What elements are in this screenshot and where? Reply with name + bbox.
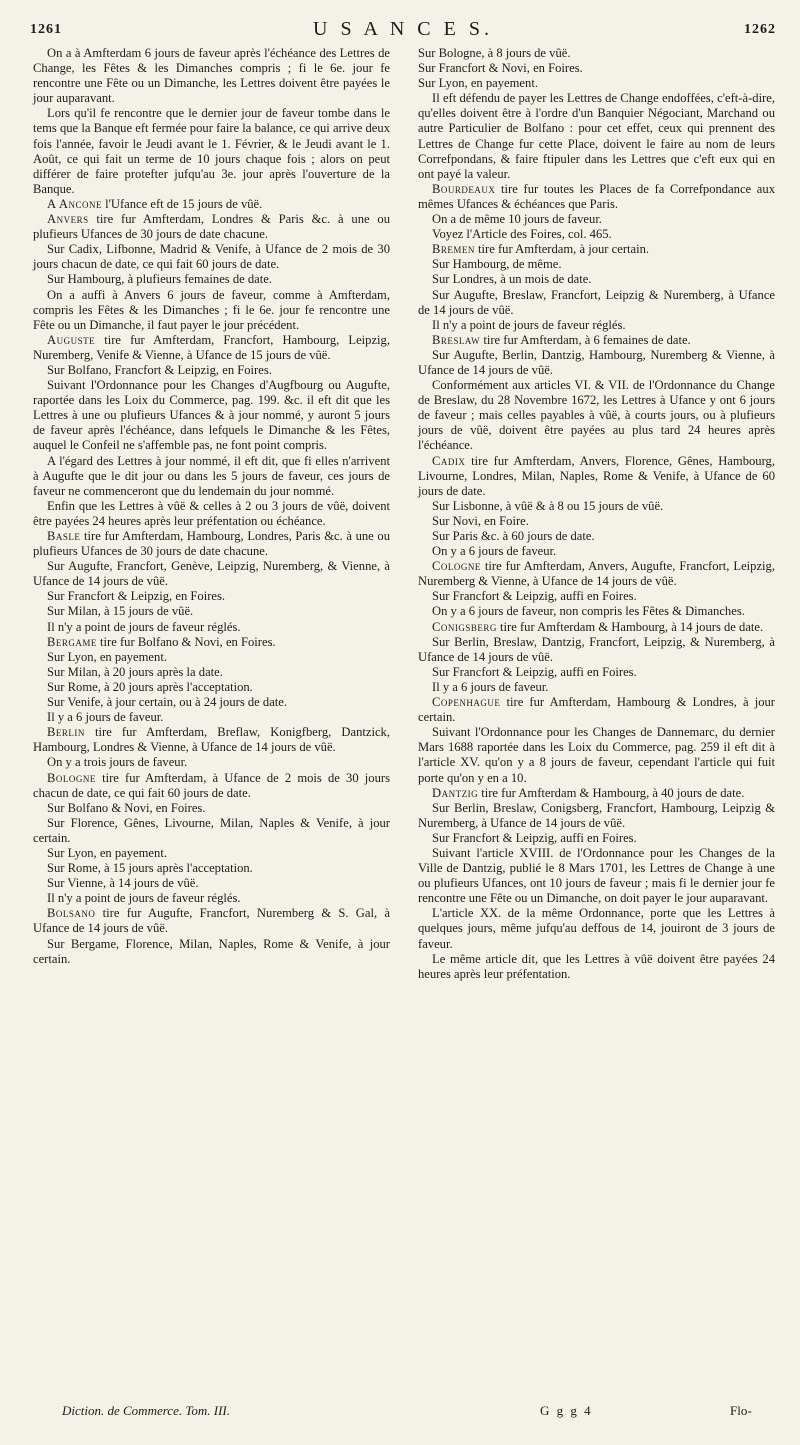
- entry-heading: Bergame: [47, 634, 97, 649]
- paragraph-text: Sur Novi, en Foire.: [432, 513, 529, 528]
- paragraph: [33, 801, 390, 816]
- paragraph-text: Sur Hambourg, à plufieurs femaines de date.: [47, 272, 272, 287]
- entry-heading: Basle: [47, 529, 81, 543]
- paragraph: [418, 182, 775, 212]
- paragraph: [33, 635, 390, 650]
- paragraph-text: Il n'y a point de jours de faveur réglés.: [47, 891, 241, 906]
- paragraph: [418, 348, 775, 378]
- running-header: [30, 18, 776, 44]
- entry-heading: Bologne: [47, 770, 96, 785]
- paragraph: [418, 529, 775, 544]
- paragraph-text: Suivant l'Ordonnance pour les Changes de Dannemarc, du dernier Mars 1688 raportée dans les Loix du Commerce, pag. 259 il eft dit à l'article XV. qu'on y a 8 jours de faveur, cependant l'article qui fuit porte qu'on y en a 10.: [418, 725, 775, 785]
- paragraph-text: On a auffi à Anvers 6 jours de faveur, comme à Amfterdam, compris les Fêtes & les Dimanches ; fi le 6e. jour fe rencontre une Fête ou un Dimanche, il faut payer le jour précédent.: [33, 287, 390, 332]
- page-number-right: 1262: [744, 22, 776, 37]
- paragraph-text: tire fur Amfterdam & Hambourg, à 40 jours de date.: [478, 785, 745, 800]
- paragraph: [33, 454, 390, 499]
- paragraph: [33, 695, 390, 710]
- paragraph: [418, 952, 775, 982]
- catchword: Flo-: [730, 1403, 752, 1418]
- paragraph: [418, 378, 775, 453]
- paragraph: [33, 771, 390, 801]
- paragraph-text: tire fur Augufte, Francfort, Nuremberg & S. Gal, à Ufance de 14 jours de vûë.: [33, 906, 390, 936]
- paragraph-text: Sur Lisbonne, à vûë & à 8 ou 15 jours de vûë.: [432, 498, 664, 513]
- paragraph-text: On y a 6 jours de faveur, non compris les Fêtes & Dimanches.: [432, 604, 745, 619]
- entry-heading: Berlin: [47, 725, 85, 740]
- paragraph-text: Sur Londres, à un mois de date.: [432, 272, 592, 287]
- left-column: [33, 46, 390, 967]
- paragraph: [33, 212, 390, 242]
- paragraph: [33, 846, 390, 861]
- paragraph-text: tire fur Amfterdam, à jour certain.: [474, 242, 650, 257]
- entry-heading: Bolsano: [47, 906, 96, 921]
- paragraph: [418, 227, 775, 242]
- paragraph: [418, 846, 775, 906]
- paragraph: [418, 212, 775, 227]
- paragraph: [33, 937, 390, 967]
- paragraph: [418, 604, 775, 619]
- paragraph-text: tire fur Amfterdam, à Ufance de 2 mois de 30 jours chacun de date, ce qui fait 60 jours de date.: [33, 770, 390, 800]
- paragraph-text: Sur Augufte, Breslaw, Francfort, Leipzig & Nuremberg, à Ufance de 14 jours de vûë.: [418, 287, 775, 317]
- paragraph-text: Sur Hambourg, de même.: [432, 257, 562, 272]
- paragraph: [418, 288, 775, 318]
- paragraph: [418, 454, 775, 499]
- paragraph-text: Sur Milan, à 15 jours de vûë.: [47, 604, 194, 619]
- paragraph: [33, 197, 390, 212]
- entry-heading: Cadix: [432, 453, 466, 468]
- paragraph-text: tire fur Amfterdam, Anvers, Augufte, Francfort, Leipzig, Nuremberg & Vienne, à Ufance de 14 jours de vûë.: [418, 559, 775, 589]
- paragraph-text: Sur Francfort & Leipzig, auffi en Foires.: [432, 589, 637, 604]
- paragraph: [33, 876, 390, 891]
- paragraph-text: tire fur Amfterdam, Londres & Paris &c. à une ou plufieurs Ufances de 30 jours de date chacune.: [33, 212, 390, 242]
- paragraph-text: tire fur Amfterdam, Breflaw, Konigfberg, Dantzick, Hambourg, Londres & Vienne, à Ufance de 14 jours de vûë.: [33, 725, 390, 755]
- paragraph: [33, 604, 390, 619]
- paragraph: [33, 529, 390, 559]
- entry-heading: Copenhague: [432, 695, 501, 710]
- paragraph: [418, 333, 775, 348]
- paragraph-text: Sur Francfort & Leipzig, auffi en Foires.: [432, 664, 637, 679]
- paragraph-text: tire fur Amfterdam, Hambourg, Londres, Paris &c. à une ou plufieurs Ufances de 30 jours de date chacune.: [33, 529, 390, 559]
- paragraph-text: tire fur Bolfano & Novi, en Foires.: [96, 634, 276, 649]
- paragraph: [33, 650, 390, 665]
- paragraph-text: Sur Augufte, Francfort, Genève, Leipzig, Nuremberg, & Vienne, à Ufance de 14 jours de vûë.: [33, 559, 390, 589]
- paragraph-text: tire fur toutes les Places de fa Correfpondance aux mêmes Ufances & échéances que Paris.: [418, 181, 775, 211]
- entry-heading: A Ancone: [47, 196, 102, 211]
- paragraph-text: On y a 6 jours de faveur.: [432, 544, 557, 559]
- entry-heading: Cologne: [432, 559, 481, 574]
- paragraph-text: Sur Vienne, à 14 jours de vûë.: [47, 876, 199, 891]
- paragraph-text: Sur Francfort & Leipzig, en Foires.: [47, 589, 226, 604]
- paragraph: [33, 589, 390, 604]
- paragraph: [33, 333, 390, 363]
- paragraph: [33, 620, 390, 635]
- paragraph-text: Sur Cadix, Lifbonne, Madrid & Venife, à Ufance de 2 mois de 30 jours chacun de date, ce qui fait 60 jours de date.: [33, 242, 390, 272]
- paragraph-text: Sur Augufte, Berlin, Dantzig, Hambourg, Nuremberg & Vienne, à Ufance de 14 jours de vûë.: [418, 347, 775, 377]
- entry-heading: Bourdeaux: [432, 181, 496, 196]
- entry-heading: Conigsberg: [432, 619, 497, 634]
- paragraph: [418, 318, 775, 333]
- paragraph: [33, 272, 390, 287]
- paragraph-text: Sur Bergame, Florence, Milan, Naples, Rome & Venife, à jour certain.: [33, 936, 390, 966]
- paragraph: [33, 755, 390, 770]
- paragraph-text: A l'égard des Lettres à jour nommé, il eft dit, que fi elles n'arrivent à Augufte que le dit jour ou dans les 5 jours de faveur, ces jours de faveur ne commenceront que du lendemain du jour nommé.: [33, 453, 390, 498]
- entry-heading: Dantzig: [432, 785, 479, 800]
- paragraph: [33, 906, 390, 936]
- paragraph-text: Sur Berlin, Breslaw, Dantzig, Francfort, Leipzig, & Nuremberg, à Ufance de 14 jours de vûë.: [418, 634, 775, 664]
- paragraph: [418, 831, 775, 846]
- paragraph: [418, 272, 775, 287]
- page-number-left: 1261: [30, 22, 62, 37]
- paragraph-text: Sur Francfort & Novi, en Foires.: [418, 61, 583, 76]
- paragraph-text: Il n'y a point de jours de faveur réglés.: [47, 619, 241, 634]
- paragraph-text: Il n'y a point de jours de faveur réglés.: [432, 317, 626, 332]
- entry-heading: Anvers: [47, 212, 89, 227]
- paragraph-text: Sur Rome, à 15 jours après l'acceptation.: [47, 861, 253, 876]
- paragraph-text: Sur Milan, à 20 jours après la date.: [47, 664, 223, 679]
- paragraph: [33, 710, 390, 725]
- entry-heading: Auguste: [47, 332, 96, 347]
- paragraph-text: Sur Lyon, en payement.: [47, 845, 167, 860]
- paragraph-text: Il y a 6 jours de faveur.: [47, 710, 164, 725]
- paragraph: [418, 46, 775, 61]
- paragraph-text: Sur Florence, Gênes, Livourne, Milan, Naples & Venife, à jour certain.: [33, 815, 390, 845]
- paragraph: [418, 665, 775, 680]
- paragraph: [33, 861, 390, 876]
- paragraph: [33, 499, 390, 529]
- paragraph: [33, 288, 390, 333]
- paragraph: [418, 257, 775, 272]
- paragraph: [418, 514, 775, 529]
- paragraph: [418, 76, 775, 91]
- paragraph-text: tire fur Amfterdam, Hambourg & Londres, à jour certain.: [418, 695, 775, 725]
- paragraph: [418, 589, 775, 604]
- paragraph: [418, 620, 775, 635]
- signature-mark: G g g 4: [540, 1403, 593, 1418]
- paragraph-text: tire fur Amfterdam & Hambourg, à 14 jours de date.: [496, 619, 764, 634]
- paragraph-text: Sur Bologne, à 8 jours de vûë.: [418, 46, 571, 60]
- paragraph: [418, 906, 775, 951]
- paragraph-text: Sur Berlin, Breslaw, Conigsberg, Francfort, Hambourg, Leipzig & Nuremberg, à Ufance de 14 jours de vûë.: [418, 800, 775, 830]
- paragraph-text: Sur Venife, à jour certain, ou à 24 jours de date.: [47, 695, 288, 710]
- paragraph: [418, 786, 775, 801]
- paragraph-text: Sur Bolfano & Novi, en Foires.: [47, 800, 206, 815]
- paragraph-text: Sur Lyon, en payement.: [47, 649, 167, 664]
- paragraph: [418, 242, 775, 257]
- paragraph: [33, 363, 390, 378]
- paragraph-text: Sur Bolfano, Francfort & Leipzig, en Foires.: [47, 362, 272, 377]
- paragraph: [33, 46, 390, 106]
- paragraph: [33, 665, 390, 680]
- page-title: U S A N C E S.: [313, 18, 493, 40]
- paragraph: [33, 106, 390, 197]
- paragraph-text: Lors qu'il fe rencontre que le dernier jour de faveur tombe dans le tems que la Banque eft fermée pour faire la balance, ce qui arrive deux fois l'année, favoir le Jeudi avant le 1. Février, & le Jeudi avant le 1. Août, ce qui fait un terme de 10 jours chaque fois ; alors on peut différer de faire protefter jufqu'au 3e. jour après l'ouverture de la Banque.: [33, 106, 390, 196]
- paragraph: [418, 544, 775, 559]
- paragraph: [33, 378, 390, 453]
- paragraph-text: On a à Amfterdam 6 jours de faveur après l'échéance des Lettres de Change, les Fêtes & les Dimanches compris ; fi le 6e. jour fe rencontre une Fête ou un Dimanche, les Lettres doivent être payées le jour auparavant.: [33, 46, 390, 106]
- paragraph: [418, 801, 775, 831]
- paragraph-text: tire fur Amfterdam, Anvers, Florence, Gênes, Hambourg, Livourne, Londres, Milan, Naples, Rome & Venife, à Ufance de 60 jours de date.: [418, 453, 775, 498]
- paragraph-text: tire fur Amfterdam, Francfort, Hambourg, Leipzig, Nuremberg, Venife & Vienne, à Ufance de 15 jours de vûë.: [33, 332, 390, 362]
- paragraph: [33, 725, 390, 755]
- paragraph: [33, 680, 390, 695]
- paragraph-text: Suivant l'article XVIII. de l'Ordonnance pour les Changes de la Ville de Dantzig, publié le 8 Mars 1701, les Lettres de Change à une ou plufieurs Ufances, ont 10 jours de faveur ; mais fi le dernier jour fe rencontre une Fête ou un Dimanche, on doit payer le jour auparavant.: [418, 845, 775, 906]
- paragraph-text: Voyez l'Article des Foires, col. 465.: [432, 227, 612, 242]
- paragraph-text: Il eft défendu de payer les Lettres de Change endoffées, c'eft-à-dire, qu'elles doivent être à l'ordre d'un Banquier Négociant, Marchand ou autre Particulier de Bolfano : pour cet effet, ceux qui prennent des Lettres de Change fur cette Place, doivent le faire au nom de leurs Correfpondans, & faire ftipuler dans les Lettres que c'eft eux qui en ont payé la valeur.: [418, 91, 775, 181]
- paragraph: [33, 891, 390, 906]
- paragraph-text: On a de même 10 jours de faveur.: [432, 212, 602, 227]
- paragraph-text: Le même article dit, que les Lettres à vûë doivent être payées 24 heures après leur préfentation.: [418, 951, 775, 981]
- paragraph-text: On y a trois jours de faveur.: [47, 755, 188, 770]
- paragraph-text: Sur Rome, à 20 jours après l'acceptation.: [47, 679, 253, 694]
- entry-heading: Breslaw: [432, 332, 481, 347]
- paragraph: [418, 61, 775, 76]
- paragraph-text: Enfin que les Lettres à vûë & celles à 2 ou 3 jours de vûë, doivent être payées 24 heures après leur préfentation ou échéance.: [33, 498, 390, 528]
- paragraph: [418, 695, 775, 725]
- paragraph-text: tire fur Amfterdam, à 6 femaines de date.: [480, 332, 691, 347]
- footer-reference: Diction. de Commerce. Tom. III.: [62, 1403, 231, 1418]
- right-column: [418, 46, 775, 982]
- paragraph-text: Sur Paris &c. à 60 jours de date.: [432, 529, 595, 543]
- paragraph: [33, 242, 390, 272]
- paragraph-text: L'article XX. de la même Ordonnance, porte que les Lettres à quelques jours, même jufqu'au deffous de 14, jouiront de 3 jours de faveur.: [418, 906, 775, 951]
- paragraph: [33, 816, 390, 846]
- paragraph-text: Sur Francfort & Leipzig, auffi en Foires.: [432, 830, 637, 845]
- paragraph: [418, 499, 775, 514]
- paragraph-text: Sur Lyon, en payement.: [418, 76, 538, 91]
- paragraph-text: l'Ufance eft de 15 jours de vûë.: [101, 196, 263, 211]
- paragraph: [418, 680, 775, 695]
- paragraph-text: Il y a 6 jours de faveur.: [432, 679, 549, 694]
- paragraph: [418, 91, 775, 182]
- paragraph-text: Suivant l'Ordonnance pour les Changes d'Augfbourg ou Augufte, raportée dans les Loix du Commerce, pag. 199. &c. il eft dit que les Lettres à une ou plufieurs Ufances & à jour nommé, y auront 5 jours de faveur après l'échéance, dans lefquels le Dimanche & les Fêtes, auquel le Confeil ne s'affemble pas, ne font point compris.: [33, 378, 390, 453]
- paragraph: [418, 725, 775, 785]
- paragraph: [33, 559, 390, 589]
- paragraph: [418, 635, 775, 665]
- paragraph-text: Conformément aux articles VI. & VII. de l'Ordonnance du Change de Breslaw, du 28 Novembre 1672, les Lettres à Ufance y ont 6 jours de faveur ; mais celles payables à vûë, à courts jours, ou à plufieurs jours de vûë, doivent être payées au plus tard 24 heures après l'échéance.: [418, 378, 775, 453]
- entry-heading: Bremen: [432, 242, 475, 257]
- paragraph: [418, 559, 775, 589]
